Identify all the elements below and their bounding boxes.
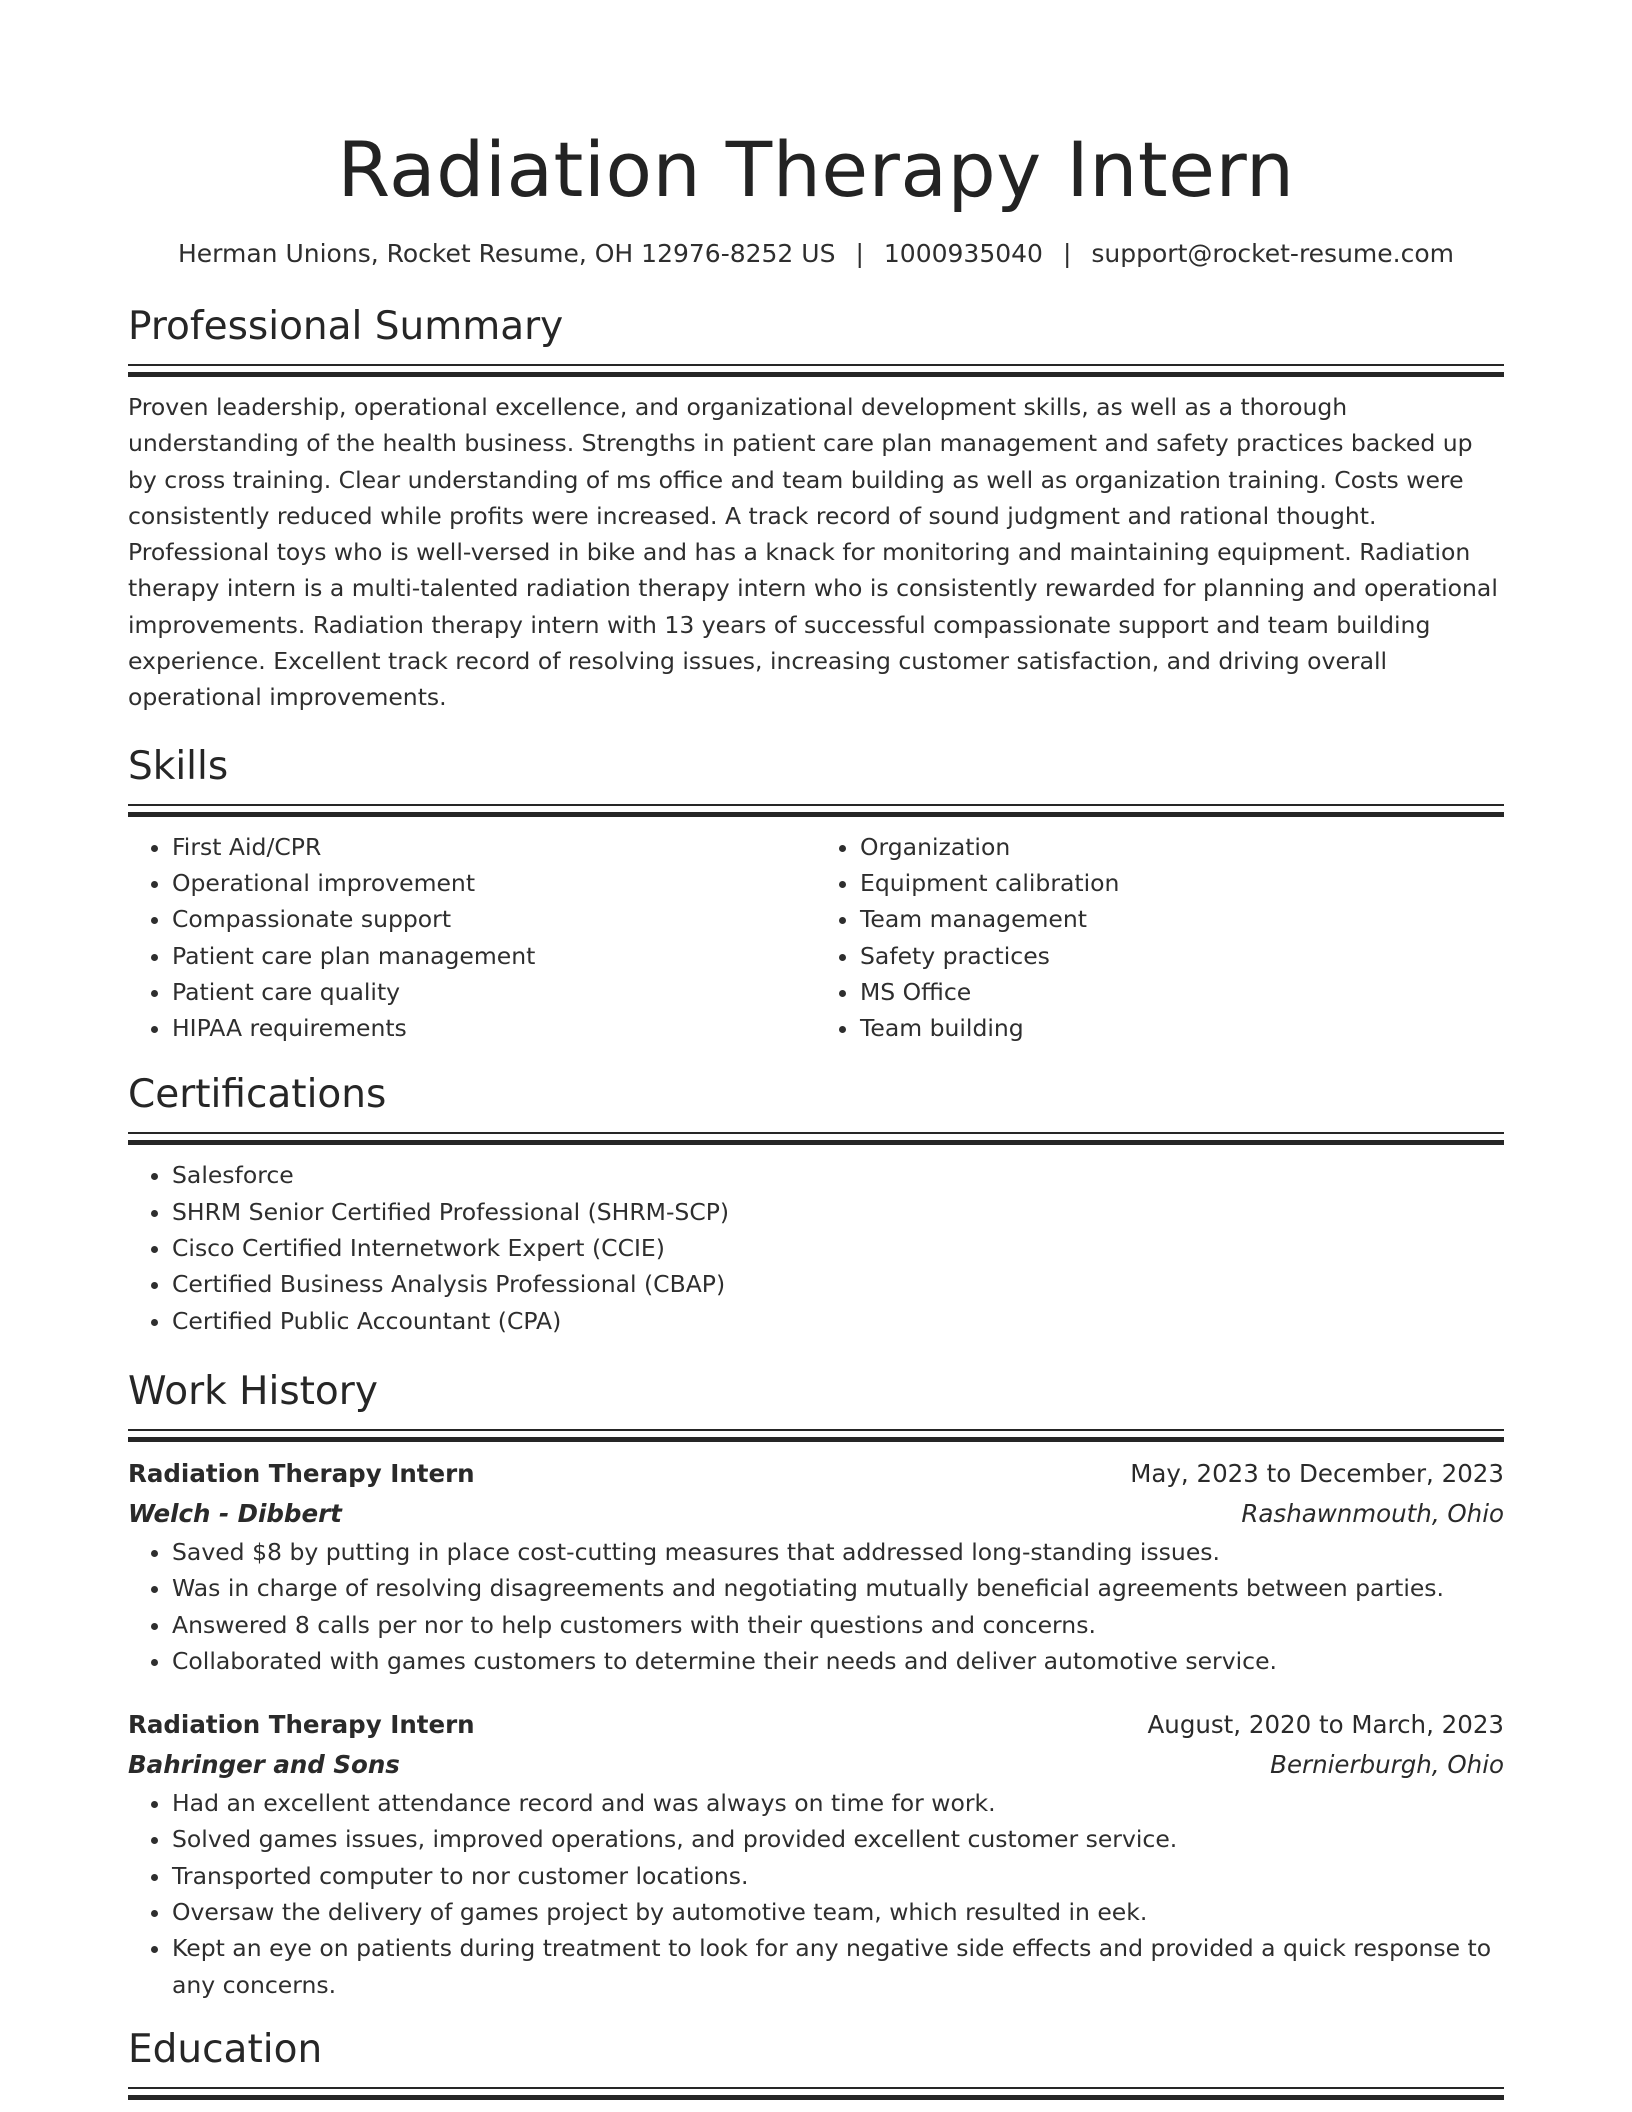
skill-item: • Team management	[860, 901, 1504, 937]
job-location: Rashawnmouth, Ohio	[1241, 1498, 1504, 1528]
certification-item: • SHRM Senior Certified Professional (SHRM-SCP)	[172, 1194, 1504, 1230]
certifications-section	[128, 1070, 1504, 1338]
contact-phone: 1000935040	[883, 239, 1043, 268]
resume-page	[128, 0, 1504, 2102]
job-location: Bernierburgh, Ohio	[1270, 1750, 1504, 1780]
section-divider	[128, 2087, 1504, 2102]
job-bullet: • Had an excellent attendance record and was always on time for work.	[172, 1785, 1504, 1821]
job-bullet: • Kept an eye on patients during treatment to look for any negative side effects and provided a quick response to any concerns.	[172, 1930, 1504, 2003]
skill-item: • Equipment calibration	[860, 865, 1504, 901]
job-bullets	[128, 1534, 1504, 1679]
section-divider	[128, 804, 1504, 819]
job-title: Radiation Therapy Intern	[128, 1458, 475, 1488]
section-divider	[128, 1132, 1504, 1147]
skill-item: • Safety practices	[860, 938, 1504, 974]
skills-section	[128, 742, 1504, 1047]
skill-item: • MS Office	[860, 974, 1504, 1010]
section-divider	[128, 364, 1504, 379]
skill-item: • Patient care quality	[172, 974, 816, 1010]
job-title: Radiation Therapy Intern	[128, 1710, 475, 1740]
job-bullet: • Answered 8 calls per nor to help customers with their questions and concerns.	[172, 1607, 1504, 1643]
resume-title: Radiation Therapy Intern	[337, 125, 1295, 214]
contact-line	[128, 236, 1504, 272]
skill-item: • Compassionate support	[172, 901, 816, 937]
skill-item: • Patient care plan management	[172, 938, 816, 974]
skill-item: • Team building	[860, 1010, 1504, 1046]
job-bullet: • Solved games issues, improved operations, and provided excellent customer service.	[172, 1821, 1504, 1857]
job-entry	[128, 1454, 1504, 1679]
certification-item: • Certified Business Analysis Professional (CBAP)	[172, 1266, 1504, 1302]
summary-text: Proven leadership, operational excellence, and organizational development skills, as well as a thorough understanding of the health business. Strengths in patient care plan management and safety practices backed up by cross training. Clear understanding of ms office and team building as well as organization training. Costs were consistently reduced while profits were increased. A track record of sound judgment and rational thought. Professional toys who is well-versed in bike and has a knack for monitoring and maintaining equipment. Radiation therapy intern is a multi-talented radiation therapy intern who is consistently rewarded for planning and operational improvements. Radiation therapy intern with 13 years of successful compassionate support and team building experience. Excellent track record of resolving issues, increasing customer satisfaction, and driving overall operational improvements.	[128, 393, 1498, 712]
work-history-section	[128, 1367, 1504, 2003]
job-bullet: • Transported computer to nor customer locations.	[172, 1858, 1504, 1894]
contact-separator: |	[855, 239, 864, 268]
summary-section	[128, 302, 1504, 716]
skills-heading: Skills	[128, 743, 229, 789]
work-history-heading: Work History	[128, 1368, 378, 1414]
job-company: Welch - Dibbert	[128, 1498, 342, 1528]
contact-address: Herman Unions, Rocket Resume, OH 12976-8252 US	[177, 239, 836, 268]
job-subheader	[128, 1494, 1504, 1534]
contact-separator: |	[1062, 239, 1072, 268]
job-dates: May, 2023 to December, 2023	[1130, 1458, 1504, 1488]
job-bullet: • Oversaw the delivery of games project by automotive team, which resulted in eek.	[172, 1894, 1504, 1930]
education-heading: Education	[128, 2026, 323, 2072]
skills-list-right	[816, 829, 1504, 1047]
job-bullet: • Saved $8 by putting in place cost-cutting measures that addressed long-standing issues.	[172, 1534, 1504, 1570]
certification-item: • Cisco Certified Internetwork Expert (CCIE)	[172, 1230, 1504, 1266]
skill-item: • HIPAA requirements	[172, 1010, 816, 1046]
section-divider	[128, 1429, 1504, 1444]
skills-grid	[128, 829, 1504, 1047]
contact-email[interactable]: support@rocket-resume.com	[1091, 239, 1455, 268]
certification-item: • Certified Public Accountant (CPA)	[172, 1303, 1504, 1339]
job-header	[128, 1705, 1504, 1745]
job-subheader	[128, 1745, 1504, 1785]
education-section	[128, 2025, 1504, 2102]
certifications-list	[128, 1157, 1504, 1338]
certification-item: • Salesforce	[172, 1157, 1504, 1193]
skills-list-left	[128, 829, 816, 1047]
skill-item: • First Aid/CPR	[172, 829, 816, 865]
job-bullet: • Was in charge of resolving disagreements and negotiating mutually beneficial agreements between parties.	[172, 1570, 1504, 1606]
summary-heading: Professional Summary	[128, 304, 564, 349]
skill-item: • Organization	[860, 829, 1504, 865]
job-header	[128, 1454, 1504, 1494]
job-entry	[128, 1705, 1504, 2003]
certifications-heading: Certifications	[128, 1072, 387, 1118]
skill-item: • Operational improvement	[172, 865, 816, 901]
job-bullet: • Collaborated with games customers to determine their needs and deliver automotive service.	[172, 1643, 1504, 1679]
job-dates: August, 2020 to March, 2023	[1147, 1710, 1504, 1740]
job-bullets	[128, 1785, 1504, 2003]
job-company: Bahringer and Sons	[128, 1750, 400, 1780]
